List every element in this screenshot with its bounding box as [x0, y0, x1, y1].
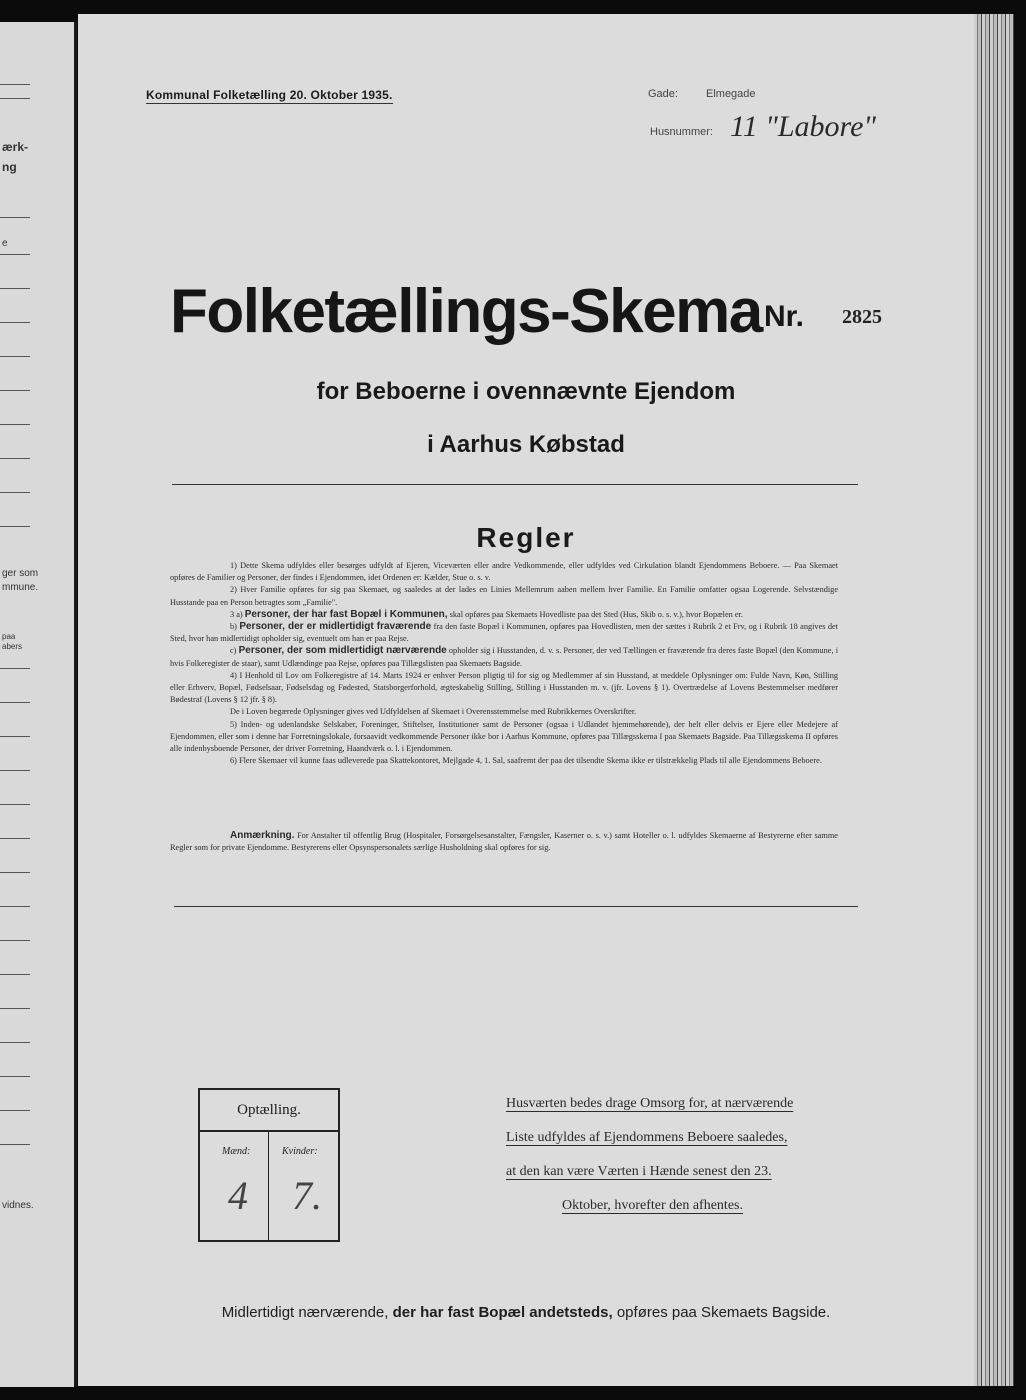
prev-fragment: vidnes. — [2, 1200, 34, 1211]
rule-2: 2) Hver Familie opføres for sig paa Skemaet, og saaledes at der lades en Linies Mellemrum aaben mellem hver Familie. En Familie omfatter ogsaa Logerende. Selvstændige Husstande paa en Person betragtes som „Familie". — [170, 585, 838, 607]
men-label: Mænd: — [222, 1146, 251, 1157]
rule-3c: c) Personer, der som midlertidigt nærværende opholder sig i Husstanden, d. v. s. Personer, der ved Tællingen er fraværende fra deres faste Bopæl (den Kommune, i hvis Folkeregister de staar), samt Udlændinge paa Rejse, opføres paa Tillægslisten paa Skemaets Bagside. — [170, 645, 839, 668]
prev-fragment: mmune. — [2, 582, 39, 593]
prev-fragment: ger som — [2, 568, 39, 579]
note-text: For Anstalter til offentlig Brug (Hospitaler, Forsørgelsesanstalter, Fængsler, Kaserner o. s. v.) samt Hoteller o. l. udfyldes Skemaerne af Bestyrerne efter samme Regler som for private Ejendomme. Bestyrerens eller Opsynspersonalets særlige Husholdning skal opføres for sig. — [170, 831, 838, 853]
prev-rule — [0, 804, 30, 805]
prev-fragment: abers — [2, 642, 23, 651]
note-label: Anmærkning. — [230, 830, 295, 841]
count-divider — [268, 1132, 269, 1240]
prev-rule — [0, 702, 30, 703]
census-form-page — [78, 14, 974, 1386]
rule-1: 1) Dette Skema udfyldes eller besørges udfyldt af Ejeren, Viceværten eller andre Vedkommende, eller udfyldes ved Cirkulation blandt Ejendommens Beboere. — Paa Skemaet opføres de Familier og Personer, der findes i Ejendommen, idet Ordenen er: Kælder, Stue o. s. v. — [170, 561, 838, 583]
count-box — [198, 1088, 340, 1242]
census-header: Kommunal Folketælling 20. Oktober 1935. — [146, 88, 393, 102]
prev-rule — [0, 492, 30, 493]
prev-rule — [0, 322, 30, 323]
prev-rule — [0, 526, 30, 527]
landlord-note-line: Liste udfyldes af Ejendommens Beboere saaledes, — [506, 1130, 788, 1145]
house-number-handwritten: 11 "Labore" — [730, 110, 877, 143]
prev-rule — [0, 838, 30, 839]
prev-rule — [0, 288, 30, 289]
prev-rule — [0, 390, 30, 391]
prev-rule — [0, 254, 30, 255]
rules-text — [170, 560, 838, 767]
prev-rule — [0, 98, 30, 99]
divider — [174, 906, 858, 907]
women-label: Kvinder: — [282, 1146, 318, 1157]
prev-rule — [0, 424, 30, 425]
page-edge-stack — [974, 14, 1014, 1386]
street-label: Gade: — [648, 88, 678, 100]
rule-4b: De i Loven begærede Oplysninger gives ved Udfyldelsen af Skemaet i Overensstemmelse med Rubrikkernes Overskrifter. — [230, 707, 637, 717]
prev-fragment: ng — [2, 160, 17, 174]
form-title: Folketællings-Skema — [170, 277, 762, 346]
prev-rule — [0, 1110, 30, 1111]
landlord-note-line: Husværten bedes drage Omsorg for, at nærværende — [506, 1096, 794, 1111]
prev-fragment: paa — [2, 632, 16, 641]
prev-rule — [0, 84, 30, 85]
form-number-label: Nr. — [764, 300, 805, 333]
prev-rule — [0, 770, 30, 771]
prev-rule — [0, 872, 30, 873]
form-number-value: 2825 — [842, 306, 882, 328]
prev-fragment: ærk- — [2, 140, 29, 154]
note-paragraph — [170, 830, 838, 854]
landlord-note-line: at den kan være Værten i Hænde senest den 23. — [506, 1164, 772, 1179]
prev-rule — [0, 736, 30, 737]
prev-rule — [0, 906, 30, 907]
footer-text: opføres paa Skemaets Bagside. — [616, 1304, 831, 1321]
house-number-label: Husnummer: — [650, 126, 713, 138]
rule-4: 4) I Henhold til Lov om Folkeregistre af 14. Marts 1924 er enhver Person pligtig til for sig og Medlemmer af sin Husstand, at meddele Oplysninger om: Fulde Navn, Køn, Stilling eller Erhverv, Bopæl, Fødselsaar, Fødselsdag og Fødested, Statsborgerforhold, ægteskabelig Stilling, Stilling i Husstanden m. v. (jfr. Lovens § 1). Overtrædelse af Lovens Bestemmelser medfører Bødestraf (Lovens § 12 jfr. § 8). — [170, 670, 838, 705]
footer-text: Midlertidigt nærværende, — [221, 1304, 389, 1321]
prev-rule — [0, 1008, 30, 1009]
footer-emphasis: der har fast Bopæl andetsteds, — [392, 1304, 613, 1321]
prev-fragment: e — [2, 238, 8, 249]
street-value: Elmegade — [706, 88, 756, 100]
rule-3b: b) Personer, der er midlertidigt fraværende fra den faste Bopæl i Kommunen, opføres paa Hovedlisten, men der sættes i Rubrik 2 et Frv, og i Rubrik 18 angives det Sted, hvor han midlertidigt opholder sig, eventuelt om han er paa Rejse. — [170, 621, 839, 644]
rules-heading: Regler — [476, 522, 576, 553]
men-count: 4 — [228, 1173, 248, 1218]
women-count: 7. — [292, 1173, 322, 1218]
form-subtitle-city: i Aarhus Købstad — [427, 431, 625, 458]
prev-rule — [0, 217, 30, 218]
landlord-note-line: Oktober, hvorefter den afhentes. — [562, 1198, 743, 1213]
rule-3a: 3 a) Personer, der har fast Bopæl i Kommunen, skal opføres paa Skemaets Hovedliste paa det Sted (Hus, Skib o. s. v.), hvor Bopælen er. — [230, 608, 743, 620]
form-subtitle: for Beboerne i ovennævnte Ejendom — [316, 378, 736, 405]
prev-rule — [0, 356, 30, 357]
previous-page-strip — [0, 22, 77, 1387]
footer-note — [78, 1304, 974, 1321]
rule-6: 6) Flere Skemaer vil kunne faas udleverede paa Skattekontoret, Mejlgade 4, 1. Sal, saafremt der paa det tilsendte Skema ikke er tilstrækkelig Plads til alle Ejendommens Beboere. — [230, 756, 822, 766]
prev-rule — [0, 668, 30, 669]
rule-5: 5) Inden- og udenlandske Selskaber, Foreninger, Stiftelser, Institutioner samt de Personer (ogsaa i Udlandet hjemmehørende), der helt eller delvis er Ejere eller Medejere af Ejendommen, eller som i denne har Forretningslokale, forsaavidt vedkommende Personer ikke bor i Aarhus Kommune, opføres paa Tillægsskema I paa Skemaets Bagside. Paa Tillægsskema II opføres alle indenbysboende Personer, der driver Forretning, Haandværk o. l. i Ejendommen. — [170, 719, 838, 754]
prev-rule — [0, 1144, 30, 1145]
prev-rule — [0, 1076, 30, 1077]
prev-rule — [0, 974, 30, 975]
prev-rule — [0, 940, 30, 941]
count-title: Optælling. — [200, 1090, 338, 1132]
divider — [172, 484, 858, 485]
prev-rule — [0, 458, 30, 459]
prev-rule — [0, 1042, 30, 1043]
